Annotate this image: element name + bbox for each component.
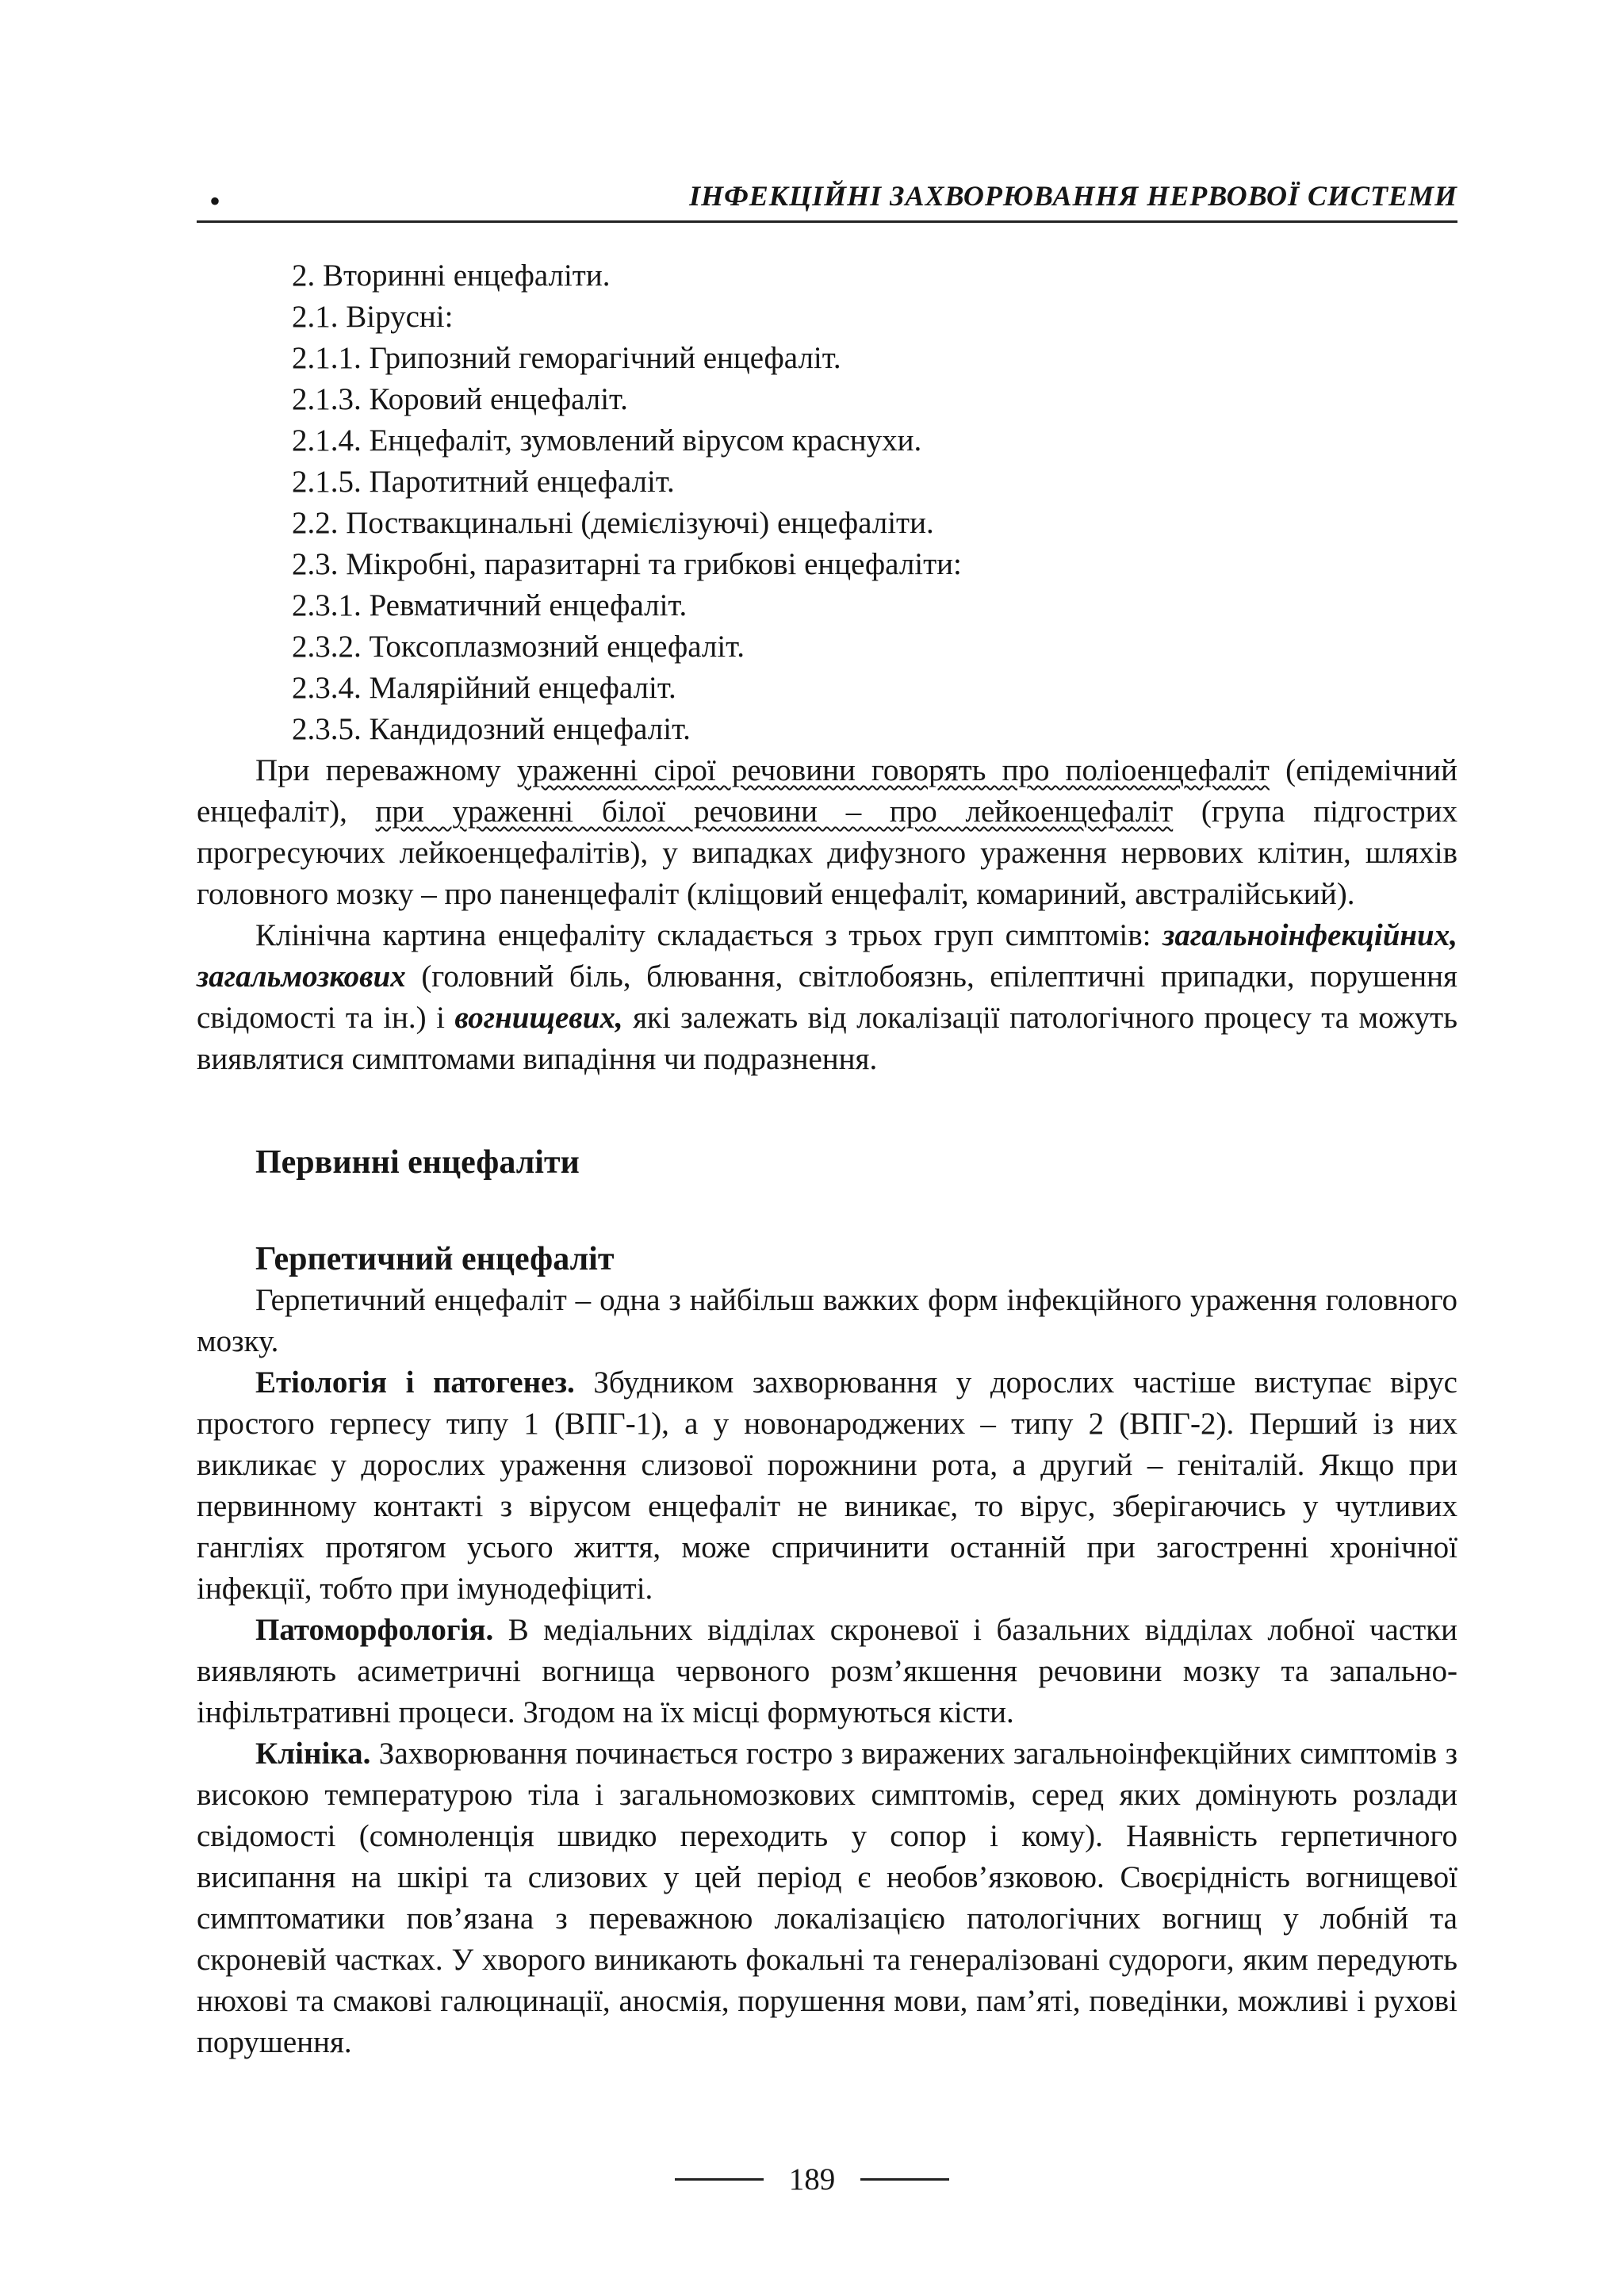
paragraph-clinic: Клініка. Захворювання починається гостро з виражених загальноінфекційних симптомів з високою температурою тіла і загальномозкових симптомів, серед яких домінують розлади свідомості (сомноленція швидко переходить у сопор і кому). Наявність герпетичного висипання на шкірі та слизових у цей період є необов’язковою. Своєрідність вогнищевої симптоматики пов’язана з переважною локалізацією патологічних вогнищ у лобній та скроневій частках. У хворого виникають фокальні та генералізовані судороги, яким передують нюхові та смакові галюцинації, аносмія, порушення мови, пам’яті, поведінки, можливі і рухові порушення.: [197, 1737, 1457, 2059]
list-item: 2.1.5. Паротитний енцефаліт.: [292, 465, 675, 499]
paragraph-lesion-types: При переважному ураженні сірої речовини говорять про поліоенцефаліт (епідемічний енцефаліт), при ураженні білої речовини – про лейкоенцефаліт (група підгострих прогресуючих лейкоенцефалітів), у випадках дифузного ураження нервових клітин, шляхів головного мозку – про паненцефаліт (кліщовий енцефаліт, комариний, австралійський).: [197, 753, 1457, 911]
encephalitis-classification-list: [197, 255, 1457, 750]
list-item: 2.3.5. Кандидозний енцефаліт.: [292, 712, 691, 746]
page-footer: [0, 2158, 1624, 2200]
underlined-text: при ураженні білої речовини – про лейкоенцефаліт: [375, 795, 1174, 829]
paragraph-herpetic-intro: Герпетичний енцефаліт – одна з найбільш важких форм інфекційного ураження головного мозку.: [197, 1283, 1457, 1358]
paragraph-clinical-picture: Клінічна картина енцефаліту складається з трьох груп симптомів: загальноінфекційних, загальмозкових (головний біль, блювання, світлобоязнь, епілептичні припадки, порушення свідомості та ін.) і вогнищевих, які залежать від локалізації патологічного процесу та можуть виявлятися симптомами випадіння чи подразнення.: [197, 918, 1457, 1076]
running-header: [197, 176, 1457, 223]
underlined-text: ураженні сірої речовини говорять про поліоенцефаліт: [516, 753, 1270, 787]
list-item: 2.1.4. Енцефаліт, зумовлений вірусом краснухи.: [292, 423, 922, 458]
running-header-title: ІНФЕКЦІЙНІ ЗАХВОРЮВАННЯ НЕРВОВОЇ СИСТЕМИ: [689, 180, 1457, 212]
page-content: [197, 255, 1457, 2063]
section-title: Первинні енцефаліти: [255, 1144, 580, 1181]
page-number: 189: [788, 2162, 836, 2196]
list-item: 2.3.4. Малярійний енцефаліт.: [292, 671, 676, 705]
list-item: 2. Вторинні енцефаліти.: [292, 259, 611, 293]
list-item: 2.3.1. Ревматичний енцефаліт.: [292, 588, 688, 622]
paragraph-label: Етіологія і патогенез.: [255, 1365, 575, 1400]
paragraph-pathomorphology: Патоморфологія. В медіальних відділах скроневої і базальних відділах лобної частки виявляють асиметричні вогнища червоного розм’якшення речовини мозку та запально-інфільтративні процеси. Згодом на їх місці формуються кісти.: [197, 1613, 1457, 1729]
list-item: 2.1. Вірусні:: [292, 300, 454, 334]
list-item: 2.3.2. Токсоплазмозний енцефаліт.: [292, 630, 745, 664]
list-item: 2.3. Мікробні, паразитарні та грибкові енцефаліти:: [292, 547, 962, 581]
paragraph-label: Клініка.: [255, 1737, 371, 1771]
list-item: 2.1.1. Грипозний геморагічний енцефаліт.: [292, 341, 841, 375]
footer-rule-left: [675, 2178, 764, 2181]
emphasis-text: вогнищевих,: [454, 1001, 623, 1035]
list-item: 2.1.3. Коровий енцефаліт.: [292, 382, 628, 416]
paragraph-etiology: Етіологія і патогенез. Збудником захворювання у дорослих частіше виступає вірус простого герпесу типу 1 (ВПГ-1), а у новонароджених – типу 2 (ВПГ-2). Перший із них викликає у дорослих ураження слизової порожнини рота, а другий – геніталій. Якщо при первинному контакті з вірусом енцефаліт не виникає, то вірус, зберігаючись у чутливих гангліях протягом усього життя, може спричинити останній при загостренні хронічної інфекції, тобто при імунодефіциті.: [197, 1365, 1457, 1606]
emphasis-text: загальноінфекційних, загальмозкових: [197, 918, 1457, 994]
list-item: 2.2. Поствакцинальні (демієлізуючі) енцефаліти.: [292, 506, 934, 540]
paragraph-label: Патоморфологія.: [255, 1613, 494, 1647]
header-dot: •: [209, 183, 221, 219]
subsection-title: Герпетичний енцефаліт: [255, 1241, 615, 1277]
footer-rule-right: [860, 2178, 949, 2181]
